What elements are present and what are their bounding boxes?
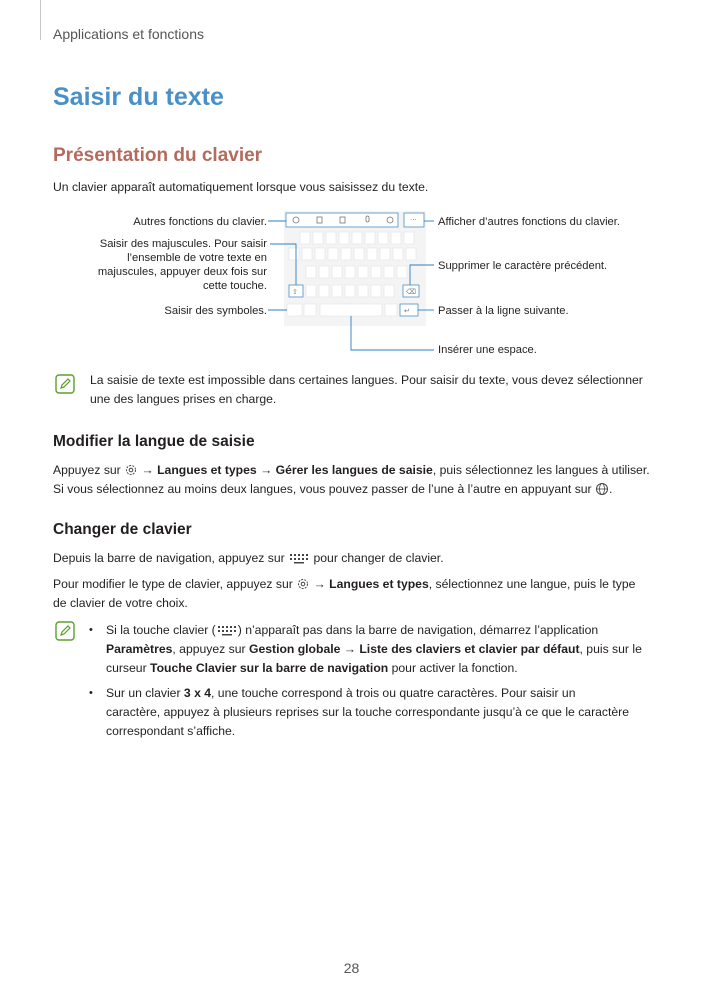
page-title: Saisir du texte <box>53 83 224 111</box>
callout-show-more: Afficher d’autres fonctions du clavier. <box>438 216 620 228</box>
text: Sur un clavier <box>106 686 181 700</box>
bullet: • <box>89 624 93 636</box>
language-line1 <box>53 461 650 480</box>
language-heading: Modifier la langue de saisie <box>53 433 255 450</box>
header-divider <box>40 0 41 40</box>
toolbar-box <box>286 213 398 227</box>
text: Si vous sélectionnez au moins deux langues, vous pouvez passer de l’une à l’autre en appuyant sur <box>53 482 592 496</box>
bullet: • <box>89 687 93 699</box>
note-icon <box>55 374 75 394</box>
gear-icon <box>124 463 138 477</box>
arrow: → <box>313 577 326 591</box>
text: curseur <box>106 661 147 675</box>
text: pour changer de clavier. <box>313 551 444 565</box>
callout-symbols: Saisir des symboles. <box>164 305 267 317</box>
text: , une touche correspond à trois ou quatre caractères. Pour saisir un <box>211 686 576 700</box>
text: , sélectionnez une langue, puis le type <box>428 577 636 591</box>
bullet2-line3: correspondant s’affiche. <box>106 724 236 738</box>
menu-gerer-langues: Gérer les langues de saisie <box>275 463 433 477</box>
bullet1-line1 <box>106 621 598 640</box>
shift-icon: ⇧ <box>292 288 298 296</box>
text: Depuis la barre de navigation, appuyez sur <box>53 551 285 565</box>
text: , puis sur le <box>579 642 642 656</box>
change-p1 <box>53 549 444 568</box>
presentation-heading: Présentation du clavier <box>53 145 263 166</box>
more-icon: ··· <box>410 216 417 224</box>
symbols-key <box>287 304 302 316</box>
globe-icon <box>595 482 609 496</box>
backspace-icon: ⌫ <box>406 288 416 296</box>
language-line2 <box>53 480 612 499</box>
note1-line2: une des langues prises en charge. <box>90 392 277 406</box>
option-touche-clavier: Touche Clavier sur la barre de navigation <box>150 661 389 675</box>
keyboard-icon <box>216 623 238 637</box>
callout-space: Insérer une espace. <box>438 344 537 356</box>
menu-langues-et-types: Langues et types <box>329 577 429 591</box>
presentation-intro: Un clavier apparaît automatiquement lorsque vous saisissez du texte. <box>53 180 429 194</box>
change-p3: de clavier de votre choix. <box>53 596 188 610</box>
callout-more-functions: Autres fonctions du clavier. <box>133 216 267 228</box>
layout-3x4: 3 x 4 <box>183 686 212 700</box>
callout-caps-line3: majuscules, appuyer deux fois sur <box>97 266 267 278</box>
enter-icon: ↵ <box>404 307 410 315</box>
text: , appuyez sur <box>172 642 246 656</box>
menu-gestion-globale: Gestion globale <box>248 642 341 656</box>
text: Appuyez sur <box>53 463 121 477</box>
page-number: 28 <box>343 960 360 976</box>
gear-icon <box>296 577 310 591</box>
bullet1-line2 <box>106 640 642 659</box>
change-p2 <box>53 575 635 594</box>
callout-delete: Supprimer le caractère précédent. <box>438 260 608 272</box>
section-header: Applications et fonctions <box>53 26 204 42</box>
callout-newline: Passer à la ligne suivante. <box>438 305 569 317</box>
arrow: → <box>141 463 154 477</box>
text: Si la touche clavier ( <box>106 623 216 637</box>
text: ) n’apparaît pas dans la barre de navigation, démarrez l’application <box>237 623 599 637</box>
callout-caps-line1: Saisir des majuscules. Pour saisir <box>99 238 267 250</box>
keyboard-icon <box>288 551 310 565</box>
text: pour activer la fonction. <box>391 661 518 675</box>
note-icon <box>55 621 75 641</box>
callout-caps-line4: cette touche. <box>202 280 267 292</box>
note1-line1: La saisie de texte est impossible dans certaines langues. Pour saisir du texte, vous devez sélectionner <box>90 373 643 387</box>
arrow: → <box>260 463 273 477</box>
callout-caps-line2: l’ensemble de votre texte en <box>127 252 267 264</box>
bullet1-line3 <box>106 659 518 678</box>
menu-langues-et-types: Langues et types <box>157 463 257 477</box>
change-heading: Changer de clavier <box>53 521 192 538</box>
bullet2-line2: caractère, appuyez à plusieurs reprises sur la touche correspondante jusqu’à ce que le caractère <box>106 705 630 719</box>
text: Pour modifier le type de clavier, appuyez sur <box>53 577 293 591</box>
bullet2-line1 <box>106 684 576 703</box>
app-parametres: Paramètres <box>106 642 173 656</box>
arrow: → <box>343 642 356 656</box>
text: , puis sélectionnez les langues à utiliser. <box>432 463 650 477</box>
text: . <box>609 482 613 496</box>
menu-liste-claviers: Liste des claviers et clavier par défaut <box>359 642 580 656</box>
